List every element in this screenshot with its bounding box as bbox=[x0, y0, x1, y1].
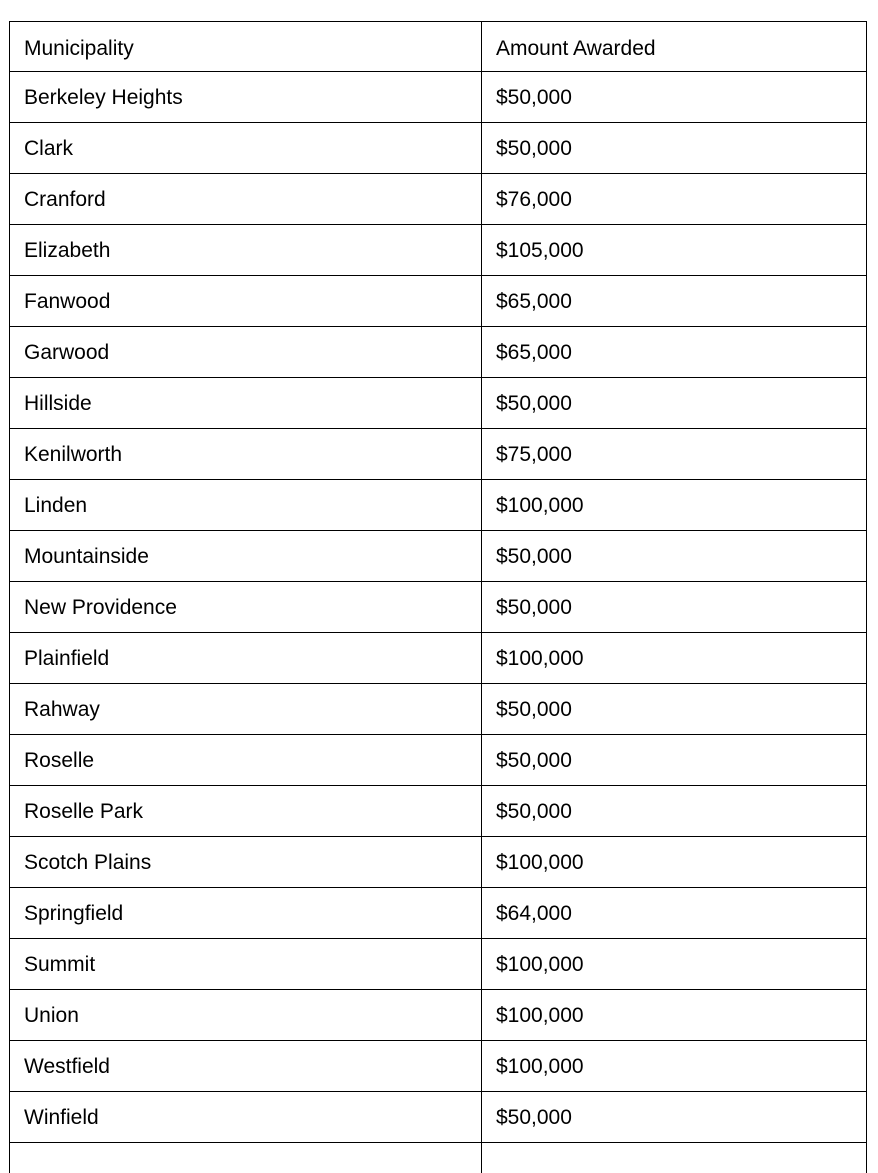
amount-cell: $50,000 bbox=[482, 582, 867, 633]
municipality-cell: Rahway bbox=[10, 684, 482, 735]
table-row bbox=[10, 939, 867, 990]
table-row bbox=[10, 888, 867, 939]
municipality-cell: Garwood bbox=[10, 327, 482, 378]
awards-table bbox=[9, 21, 867, 1173]
amount-cell: $50,000 bbox=[482, 72, 867, 123]
amount-cell: $50,000 bbox=[482, 531, 867, 582]
header-row bbox=[10, 22, 867, 72]
table-header bbox=[10, 22, 867, 72]
municipality-cell: Clark bbox=[10, 123, 482, 174]
municipality-cell: Roselle bbox=[10, 735, 482, 786]
header-amount-awarded: Amount Awarded bbox=[482, 22, 867, 72]
empty-cell bbox=[10, 1143, 482, 1173]
municipality-cell: Hillside bbox=[10, 378, 482, 429]
municipality-cell: Springfield bbox=[10, 888, 482, 939]
empty-table-row bbox=[10, 1143, 867, 1173]
municipality-cell: Westfield bbox=[10, 1041, 482, 1092]
header-municipality: Municipality bbox=[10, 22, 482, 72]
municipality-cell: New Providence bbox=[10, 582, 482, 633]
amount-cell: $100,000 bbox=[482, 939, 867, 990]
amount-cell: $100,000 bbox=[482, 837, 867, 888]
amount-cell: $50,000 bbox=[482, 123, 867, 174]
amount-cell: $76,000 bbox=[482, 174, 867, 225]
empty-cell bbox=[482, 1143, 867, 1173]
table-row bbox=[10, 990, 867, 1041]
amount-cell: $50,000 bbox=[482, 378, 867, 429]
amount-cell: $50,000 bbox=[482, 786, 867, 837]
table-row bbox=[10, 531, 867, 582]
table-row bbox=[10, 786, 867, 837]
amount-cell: $100,000 bbox=[482, 990, 867, 1041]
amount-cell: $100,000 bbox=[482, 480, 867, 531]
table-row bbox=[10, 480, 867, 531]
table-row bbox=[10, 684, 867, 735]
amount-cell: $65,000 bbox=[482, 327, 867, 378]
table-row bbox=[10, 174, 867, 225]
municipality-cell: Scotch Plains bbox=[10, 837, 482, 888]
amount-cell: $50,000 bbox=[482, 684, 867, 735]
amount-cell: $105,000 bbox=[482, 225, 867, 276]
municipality-cell: Cranford bbox=[10, 174, 482, 225]
amount-cell: $100,000 bbox=[482, 1041, 867, 1092]
table-row bbox=[10, 633, 867, 684]
table-row bbox=[10, 1041, 867, 1092]
table-row bbox=[10, 72, 867, 123]
amount-cell: $50,000 bbox=[482, 1092, 867, 1143]
municipality-cell: Roselle Park bbox=[10, 786, 482, 837]
amount-cell: $50,000 bbox=[482, 735, 867, 786]
table-row bbox=[10, 276, 867, 327]
table-row bbox=[10, 735, 867, 786]
table-row bbox=[10, 378, 867, 429]
municipality-cell: Elizabeth bbox=[10, 225, 482, 276]
municipality-cell: Linden bbox=[10, 480, 482, 531]
amount-cell: $75,000 bbox=[482, 429, 867, 480]
municipality-cell: Mountainside bbox=[10, 531, 482, 582]
municipality-cell: Kenilworth bbox=[10, 429, 482, 480]
table-row bbox=[10, 1092, 867, 1143]
municipality-cell: Berkeley Heights bbox=[10, 72, 482, 123]
municipality-cell: Union bbox=[10, 990, 482, 1041]
table-row bbox=[10, 429, 867, 480]
amount-cell: $64,000 bbox=[482, 888, 867, 939]
table-row bbox=[10, 582, 867, 633]
amount-cell: $65,000 bbox=[482, 276, 867, 327]
table-row bbox=[10, 123, 867, 174]
municipality-cell: Fanwood bbox=[10, 276, 482, 327]
table-row bbox=[10, 837, 867, 888]
table-row bbox=[10, 327, 867, 378]
municipality-cell: Plainfield bbox=[10, 633, 482, 684]
municipality-cell: Summit bbox=[10, 939, 482, 990]
municipality-cell: Winfield bbox=[10, 1092, 482, 1143]
amount-cell: $100,000 bbox=[482, 633, 867, 684]
table-row bbox=[10, 225, 867, 276]
